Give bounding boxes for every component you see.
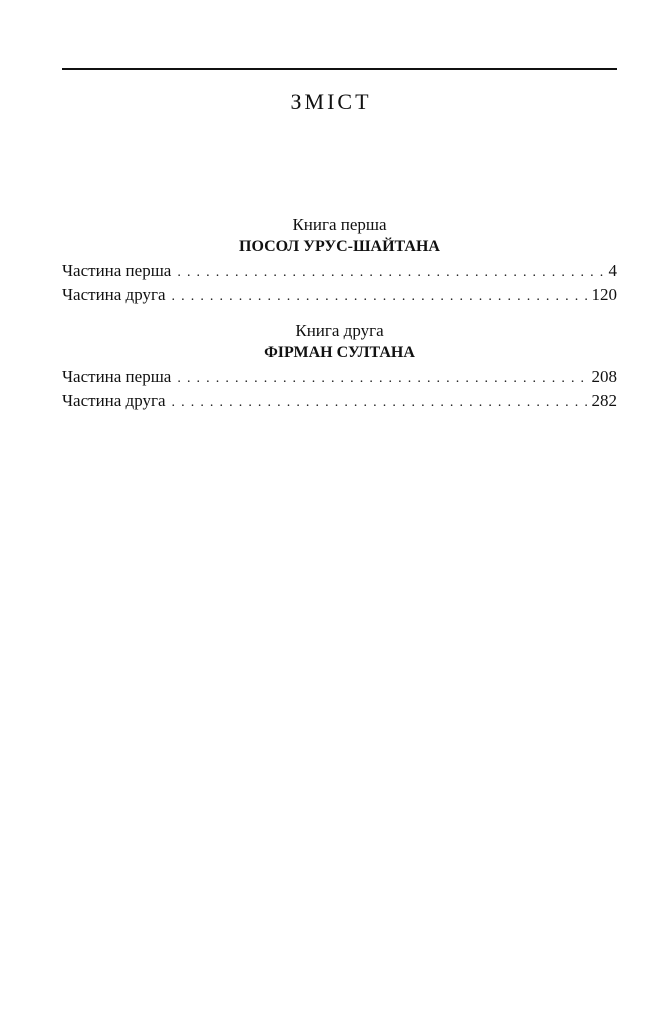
book-title: ФІРМАН СУЛТАНА: [264, 344, 415, 361]
book-title: ПОСОЛ УРУС-ШАЙТАНА: [239, 238, 440, 255]
book-section-2: [62, 320, 617, 412]
toc-entry-page: 208: [591, 367, 617, 386]
toc-entry-label: Частина перша: [62, 367, 172, 386]
toc-entry[interactable]: [62, 260, 617, 282]
dot-leader: [166, 392, 590, 414]
toc-entry-label: Частина друга: [62, 391, 166, 410]
toc-entry[interactable]: [62, 366, 617, 388]
toc-entry-page: 4: [608, 261, 617, 280]
dot-leader: [166, 286, 590, 308]
top-rule: [62, 68, 617, 70]
dot-leader: [171, 262, 606, 284]
toc-entry-label: Частина друга: [62, 285, 166, 304]
toc-entry-label: Частина перша: [62, 261, 172, 280]
book-label: Книга перша: [292, 215, 387, 234]
dot-leader: [171, 368, 589, 390]
book-section-1: [62, 214, 617, 306]
book-label: Книга друга: [295, 321, 384, 340]
page-title: ЗМІСТ: [290, 89, 372, 114]
toc-entry[interactable]: [62, 284, 617, 306]
toc-entry-page: 282: [591, 391, 617, 410]
toc-entry[interactable]: [62, 390, 617, 412]
toc-entry-page: 120: [591, 285, 617, 304]
